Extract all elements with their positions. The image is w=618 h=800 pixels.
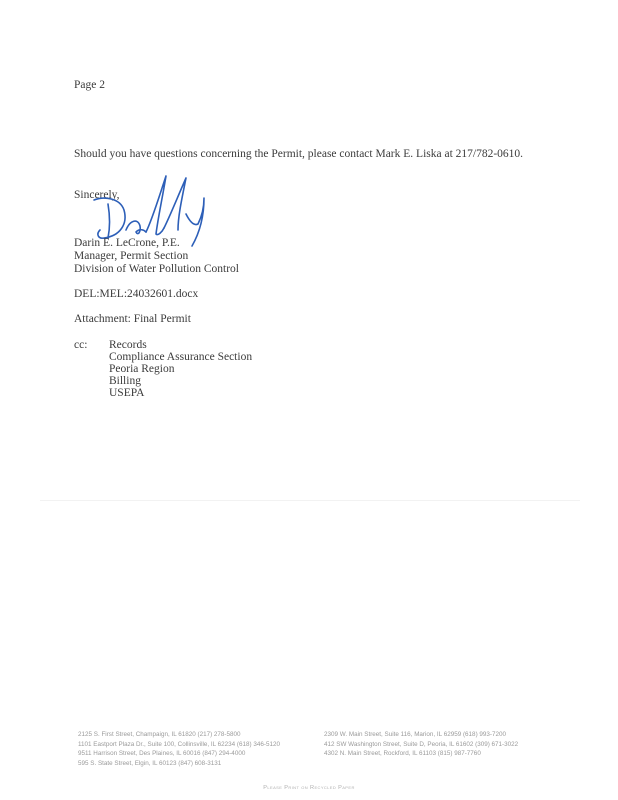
footer-address: 412 SW Washington Street, Suite D, Peoria, IL 61602 (309) 671-3022 — [324, 740, 519, 748]
footer-address: 4302 N. Main Street, Rockford, IL 61103 (815) 987-7760 — [324, 750, 481, 758]
footer-address: 1101 Eastport Plaza Dr., Suite 100, Collinsville, IL 62234 (618) 346-5120 — [78, 740, 280, 748]
cc-item: USEPA — [109, 387, 145, 399]
attachment-line: Attachment: Final Permit — [74, 313, 191, 325]
cc-label: cc: — [74, 339, 88, 351]
closing-salutation: Sincerely, — [74, 189, 120, 201]
cc-item: Billing — [109, 375, 141, 387]
footer-addresses-right — [324, 730, 518, 759]
footer-address: 9511 Harrison Street, Des Plaines, IL 60016 (847) 294-4000 — [78, 750, 246, 758]
signer-division: Division of Water Pollution Control — [74, 263, 239, 275]
body-paragraph: Should you have questions concerning the Permit, please contact Mark E. Liska at 217/782-0610. — [74, 148, 524, 160]
signer-title: Manager, Permit Section — [74, 250, 189, 262]
cc-item: Compliance Assurance Section — [109, 351, 253, 363]
footer-address: 2125 S. First Street, Champaign, IL 61820 (217) 278-5800 — [78, 731, 241, 738]
cc-item: Records — [109, 339, 147, 351]
cc-item: Peoria Region — [109, 363, 175, 375]
footer-address: 595 S. State Street, Elgin, IL 60123 (847) 608-3131 — [78, 759, 222, 767]
page-divider — [40, 500, 580, 501]
footer-address: 2309 W. Main Street, Suite 116, Marion, IL 62959 (618) 993-7200 — [324, 731, 507, 738]
page-number-label: Page 2 — [74, 79, 105, 91]
reference-line: DEL:MEL:24032601.docx — [74, 288, 199, 300]
footer-addresses-left — [78, 730, 280, 768]
recycled-paper-note: Please Print on Recycled Paper — [263, 785, 355, 791]
signer-name: Darin E. LeCrone, P.E. — [74, 237, 180, 249]
